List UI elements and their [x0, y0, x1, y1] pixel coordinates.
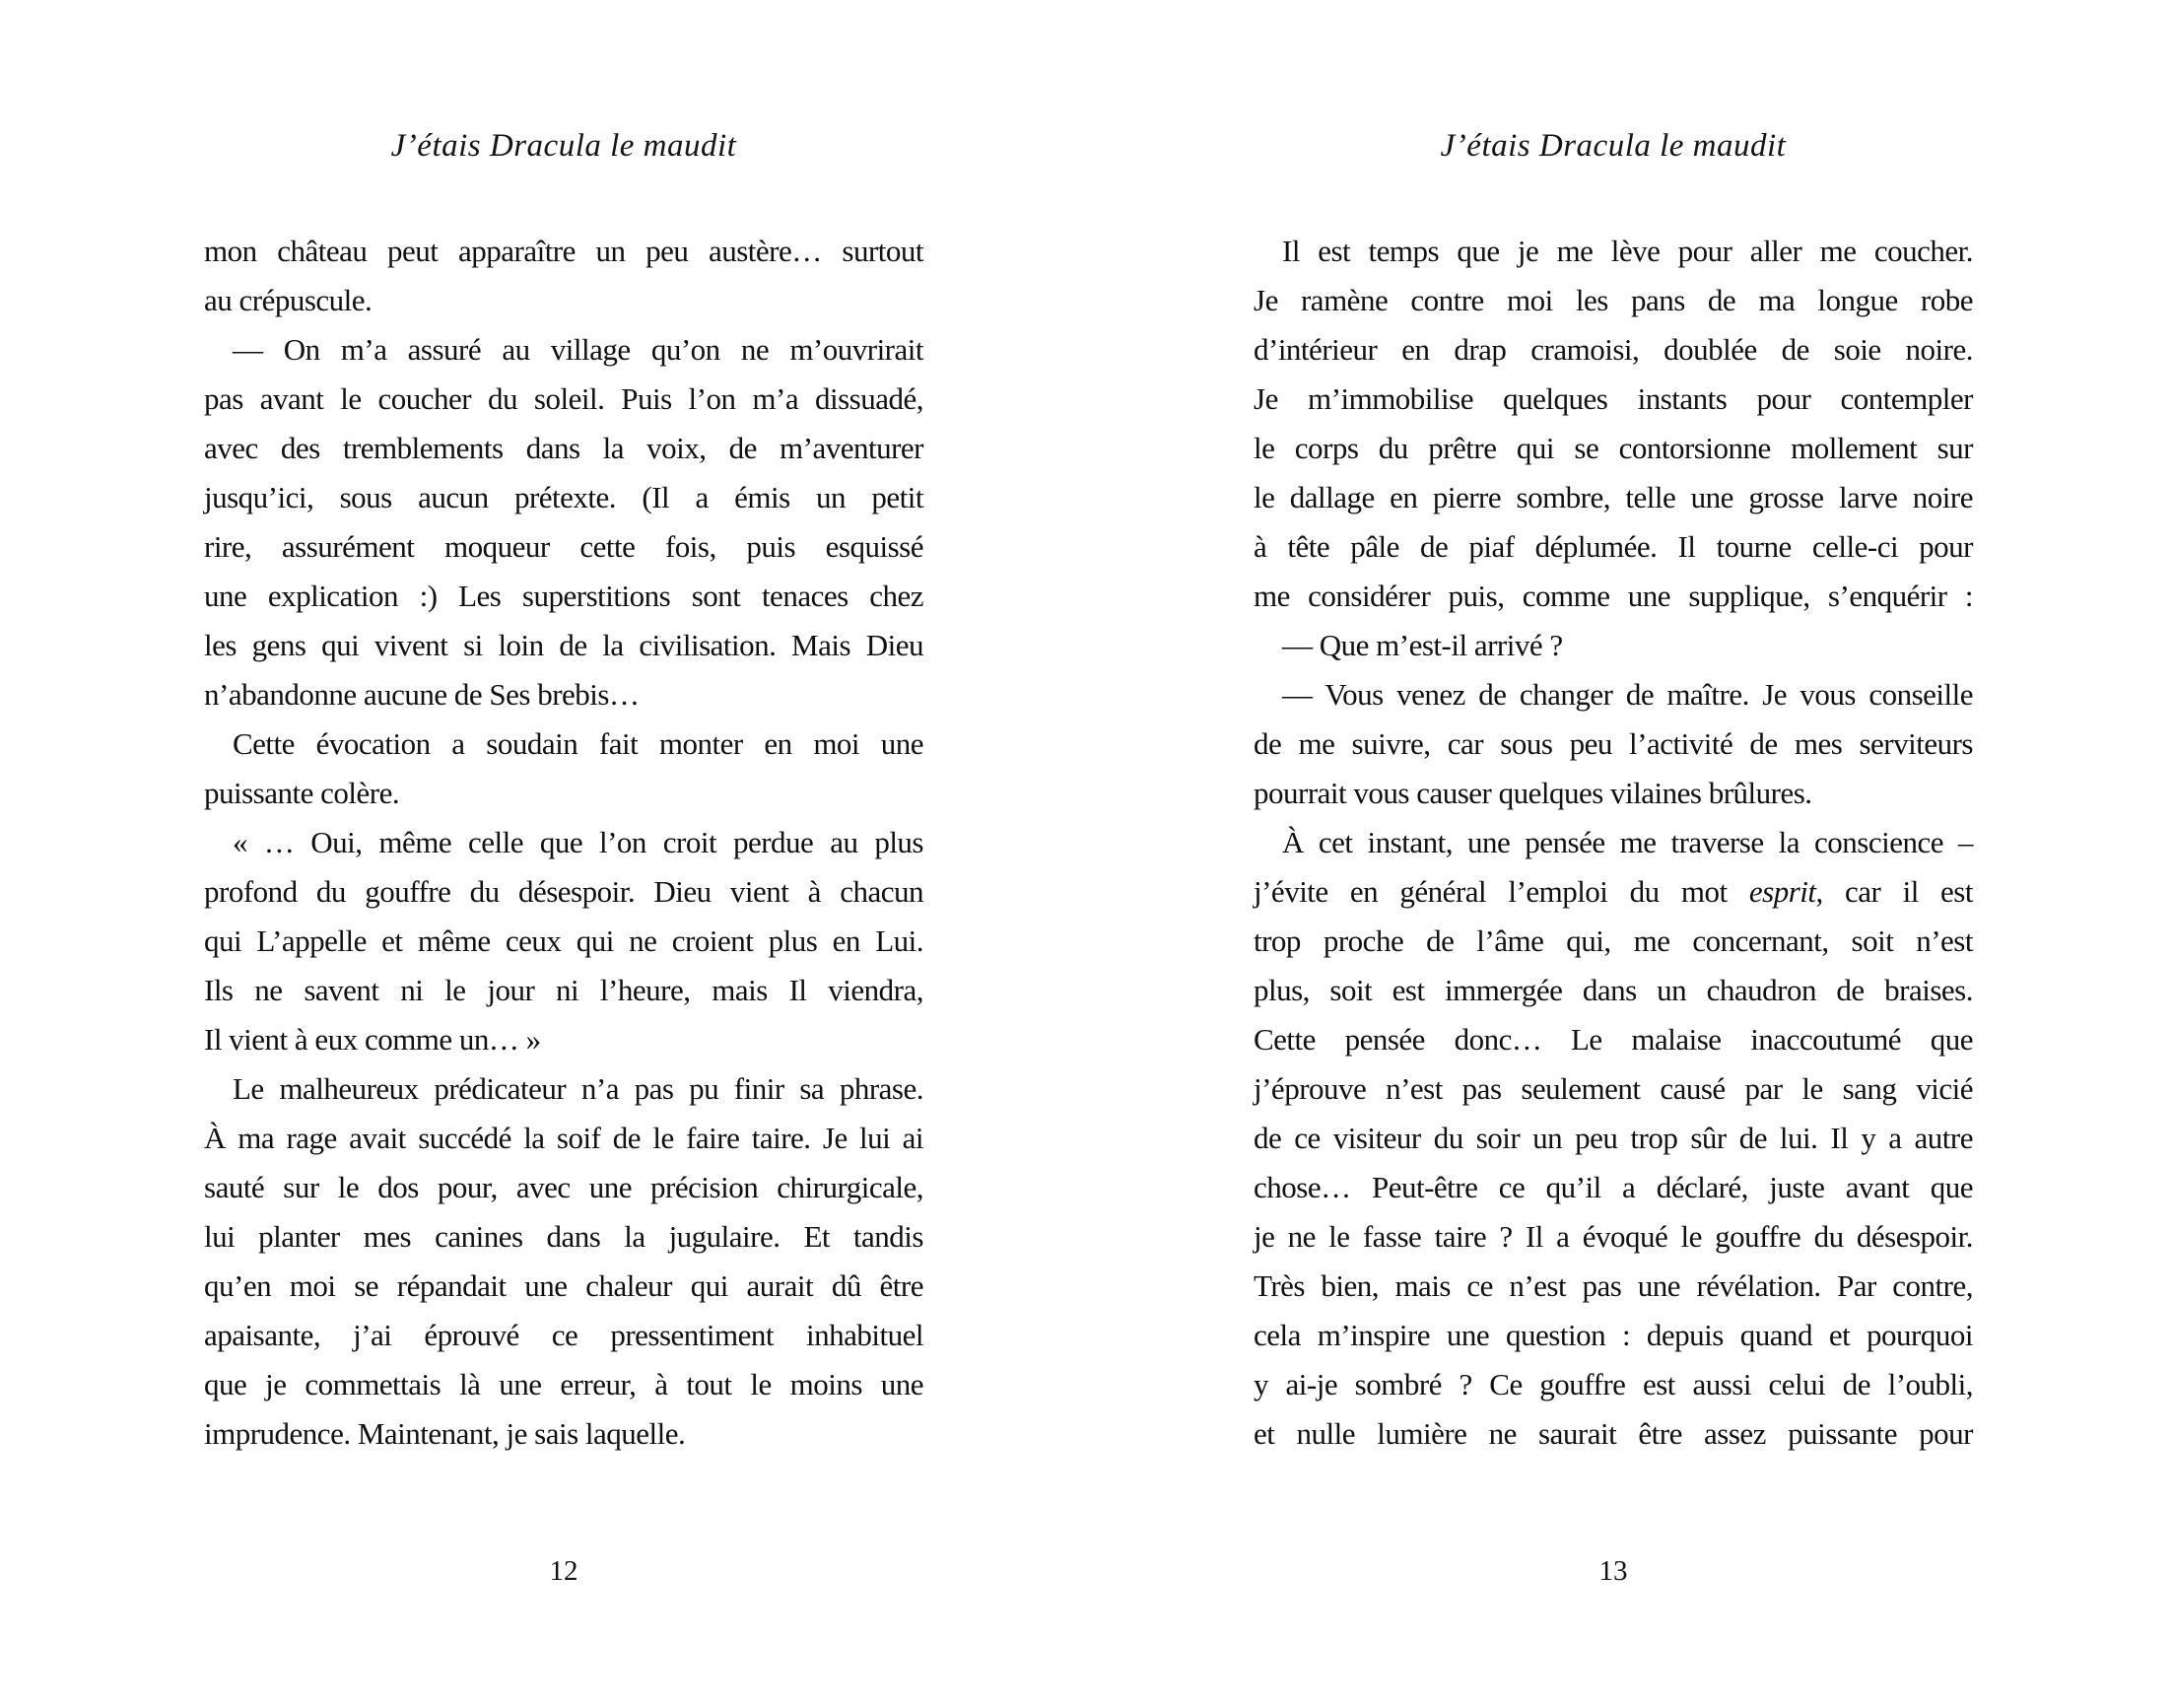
- text-line: Je ramène contre moi les pans de ma longue robe: [1254, 283, 1973, 317]
- text-line: de ce visiteur du soir un peu trop sûr de lui. Il y a autre: [1254, 1121, 1973, 1155]
- text-line: rire, assurément moqueur cette fois, puis esquissé: [204, 529, 923, 564]
- text-line: Je m’immobilise quelques instants pour contempler: [1254, 381, 1973, 416]
- text-line: d’intérieur en drap cramoisi, doublée de soie noire.: [1254, 332, 1973, 367]
- text-line: Il vient à eux comme un… »: [204, 1022, 541, 1057]
- text-line: au crépuscule.: [204, 283, 373, 317]
- text-line: imprudence. Maintenant, je sais laquelle.: [204, 1416, 686, 1451]
- text-line: pourrait vous causer quelques vilaines brûlures.: [1254, 776, 1812, 810]
- text-line: puissante colère.: [204, 776, 400, 810]
- text-line: apaisante, j’ai éprouvé ce pressentiment inhabituel: [204, 1318, 923, 1352]
- text-line: chose… Peut-être ce qu’il a déclaré, juste avant que: [1254, 1170, 1973, 1204]
- text-line: me considérer puis, comme une supplique, s’enquérir :: [1254, 579, 1973, 613]
- text-line: avec des tremblements dans la voix, de m’aventurer: [204, 431, 923, 465]
- text-line: une explication :) Les superstitions sont tenaces chez: [204, 579, 923, 613]
- text-line: trop proche de l’âme qui, me concernant, soit n’est: [1254, 923, 1973, 958]
- text-line: n’abandonne aucune de Ses brebis…: [204, 677, 640, 712]
- text-line: pas avant le coucher du soleil. Puis l’on m’a dissuadé,: [204, 381, 923, 416]
- text-line: Le malheureux prédicateur n’a pas pu finir sa phrase.: [233, 1071, 923, 1106]
- text-line: jusqu’ici, sous aucun prétexte. (Il a émis un petit: [204, 480, 923, 514]
- text-line: mon château peut apparaître un peu austère… surtout: [204, 234, 923, 268]
- text-line: — On m’a assuré au village qu’on ne m’ouvrirait: [233, 332, 923, 367]
- text-line: sauté sur le dos pour, avec une précision chirurgicale,: [204, 1170, 923, 1204]
- text-line: de me suivre, car sous peu l’activité de mes serviteurs: [1254, 726, 1973, 761]
- page-number: 12: [549, 1555, 578, 1587]
- text-line: le dallage en pierre sombre, telle une grosse larve noire: [1254, 480, 1973, 514]
- text-line: et nulle lumière ne saurait être assez puissante pour: [1254, 1416, 1973, 1451]
- text-line: « … Oui, même celle que l’on croit perdue au plus: [233, 825, 923, 859]
- text-line: le corps du prêtre qui se contorsionne mollement sur: [1254, 431, 1973, 465]
- text-line: qu’en moi se répandait une chaleur qui aurait dû être: [204, 1268, 923, 1303]
- text-line: À cet instant, une pensée me traverse la conscience –: [1282, 825, 1973, 859]
- text-line: À ma rage avait succédé la soif de le faire taire. Je lui ai: [204, 1121, 923, 1155]
- running-header: J’étais Dracula le maudit: [1440, 128, 1787, 164]
- text-line: cela m’inspire une question : depuis quand et pourquoi: [1254, 1318, 1973, 1352]
- text-line: — Vous venez de changer de maître. Je vous conseille: [1282, 677, 1973, 712]
- page-number: 13: [1598, 1555, 1628, 1587]
- running-header: J’étais Dracula le maudit: [390, 128, 737, 164]
- text-block: [1254, 227, 1973, 1459]
- text-line: lui planter mes canines dans la jugulaire. Et tandis: [204, 1219, 923, 1254]
- text-line: Cette pensée donc… Le malaise inaccoutumé que: [1254, 1022, 1973, 1057]
- text-line: y ai-je sombré ? Ce gouffre est aussi celui de l’oubli,: [1254, 1367, 1973, 1401]
- text-line: j’évite en général l’emploi du mot esprit, car il est: [1254, 874, 1973, 909]
- text-line: j’éprouve n’est pas seulement causé par le sang vicié: [1254, 1071, 1973, 1106]
- text-line: Très bien, mais ce n’est pas une révélation. Par contre,: [1254, 1268, 1973, 1303]
- text-line: les gens qui vivent si loin de la civilisation. Mais Dieu: [204, 628, 923, 662]
- text-line: à tête pâle de piaf déplumée. Il tourne celle-ci pour: [1254, 529, 1973, 564]
- text-line: — Que m’est-il arrivé ?: [1282, 628, 1563, 662]
- text-line: Ils ne savent ni le jour ni l’heure, mais Il viendra,: [204, 973, 923, 1007]
- text-block: [204, 227, 923, 1459]
- text-line: plus, soit est immergée dans un chaudron de braises.: [1254, 973, 1973, 1007]
- text-line: je ne le fasse taire ? Il a évoqué le gouffre du désespoir.: [1254, 1219, 1973, 1254]
- text-line: profond du gouffre du désespoir. Dieu vient à chacun: [204, 874, 923, 909]
- text-line: que je commettais là une erreur, à tout le moins une: [204, 1367, 923, 1401]
- text-line: Il est temps que je me lève pour aller me coucher.: [1282, 234, 1973, 268]
- text-line: qui L’appelle et même ceux qui ne croient plus en Lui.: [204, 923, 923, 958]
- text-line: Cette évocation a soudain fait monter en moi une: [233, 726, 923, 761]
